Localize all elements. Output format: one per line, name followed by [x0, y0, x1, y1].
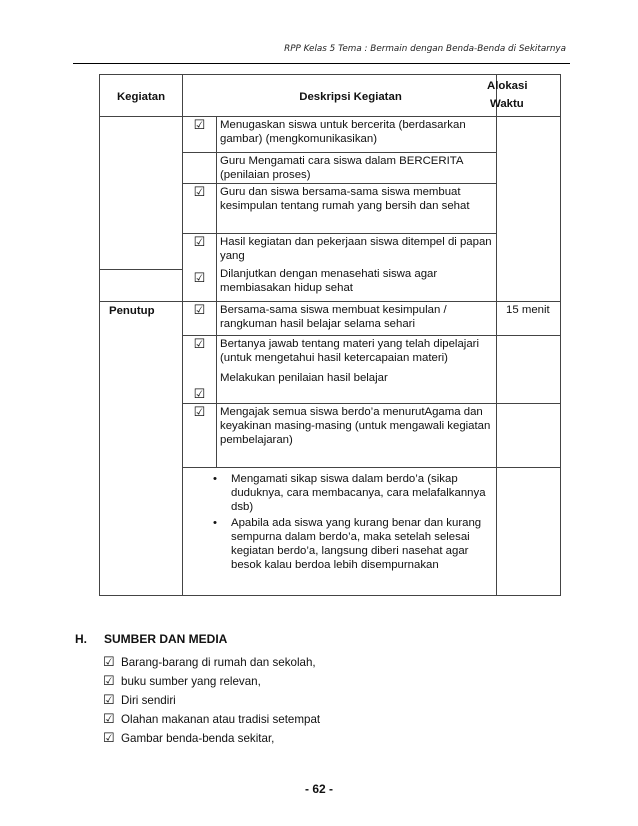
list-item: • Apabila ada siswa yang kurang benar dan kurang sempurna dalam berdo’a, maka setelah selesai kegiatan berdo’a, langsung diberi nasehat agar besok kalau berdoa lebih disempurnakan [211, 516, 492, 572]
penutup-label: Penutup [100, 302, 183, 596]
media-item-text: Olahan makanan atau tradisi setempat [121, 713, 321, 726]
media-item-text: Diri sendiri [121, 694, 176, 707]
bullet-cell [183, 468, 497, 596]
checkbox-icon: ☑ [193, 270, 206, 285]
row-text: Guru dan siswa bersama-sama siswa membuat kesimpulan tentang rumah yang bersih dan sehat [217, 184, 497, 234]
checkbox-pair [183, 336, 217, 404]
row-text: Hasil kegiatan dan pekerjaan siswa ditempel di papan yang [220, 236, 492, 262]
checkbox-icon: ☑ [103, 711, 115, 726]
checkbox-icon: ☑ [183, 302, 217, 336]
col-header-alokasi [487, 75, 561, 117]
alokasi-line-1: Alokasi [487, 80, 528, 92]
table-row [100, 117, 561, 153]
header-rule [73, 63, 570, 64]
kegiatan-cell-empty [100, 270, 183, 302]
checkbox-icon: ☑ [193, 386, 206, 401]
checkbox-icon: ☑ [183, 184, 217, 234]
list-item [103, 690, 320, 709]
list-item [103, 652, 320, 671]
checkbox-cell-empty [183, 153, 217, 184]
list-item [103, 728, 320, 747]
alokasi-line-2: Waktu [490, 98, 524, 110]
list-item [103, 709, 320, 728]
col-header-deskripsi: Deskripsi Kegiatan [183, 75, 497, 117]
row-text: Bertanya jawab tentang materi yang telah dipelajari (untuk mengetahui hasil ketercapaian materi) [220, 338, 479, 364]
media-item-text: Gambar benda-benda sekitar, [121, 732, 275, 745]
kegiatan-cell-empty [100, 117, 183, 270]
running-header: RPP Kelas 5 Tema : Bermain dengan Benda-Benda di Sekitarnya [284, 44, 566, 54]
section-title: SUMBER DAN MEDIA [104, 632, 228, 646]
checkbox-icon: ☑ [103, 654, 115, 669]
media-item-text: Barang-barang di rumah dan sekolah, [121, 656, 316, 669]
time-cell-empty [497, 468, 561, 596]
row-text: Mengajak semua siswa berdo’a menurutAgama dan keyakinan masing-masing (untuk mengawali kegiatan pembelajaran) [217, 404, 497, 468]
section-heading [75, 632, 227, 646]
checkbox-icon: ☑ [193, 336, 206, 351]
page-number: - 62 - [304, 782, 333, 796]
activity-table [99, 74, 561, 596]
time-cell-empty [497, 336, 561, 404]
bullet-list [183, 468, 496, 576]
table-row [100, 302, 561, 336]
table-header-row [100, 75, 561, 117]
row-text: Guru Mengamati cara siswa dalam BERCERITA (penilaian proses) [217, 153, 497, 184]
media-item-text: buku sumber yang relevan, [121, 675, 261, 688]
checkbox-pair [183, 234, 217, 302]
row-text-pair [217, 336, 497, 404]
row-text: Menugaskan siswa untuk bercerita (berdasarkan gambar) (mengkomunikasikan) [217, 117, 497, 153]
list-item: • Mengamati sikap siswa dalam berdo’a (sikap duduknya, cara membacanya, cara melafalkannya dsb) [211, 472, 492, 514]
list-item [103, 671, 320, 690]
media-list [103, 652, 320, 747]
row-text-pair [217, 234, 497, 302]
time-cell-empty [497, 117, 561, 302]
checkbox-icon: ☑ [183, 117, 217, 153]
row-text: Melakukan penilaian hasil belajar [220, 372, 388, 384]
col-header-kegiatan: Kegiatan [100, 75, 183, 117]
checkbox-icon: ☑ [103, 673, 115, 688]
checkbox-icon: ☑ [183, 404, 217, 468]
checkbox-icon: ☑ [103, 692, 115, 707]
checkbox-icon: ☑ [193, 234, 206, 249]
section-letter: H. [75, 632, 87, 646]
row-text: Bersama-sama siswa membuat kesimpulan / rangkuman hasil belajar selama sehari [217, 302, 497, 336]
time-cell-empty [497, 404, 561, 468]
time-allocation: 15 menit [497, 302, 561, 336]
checkbox-icon: ☑ [103, 730, 115, 745]
row-text: Dilanjutkan dengan menasehati siswa agar membiasakan hidup sehat [220, 268, 438, 294]
